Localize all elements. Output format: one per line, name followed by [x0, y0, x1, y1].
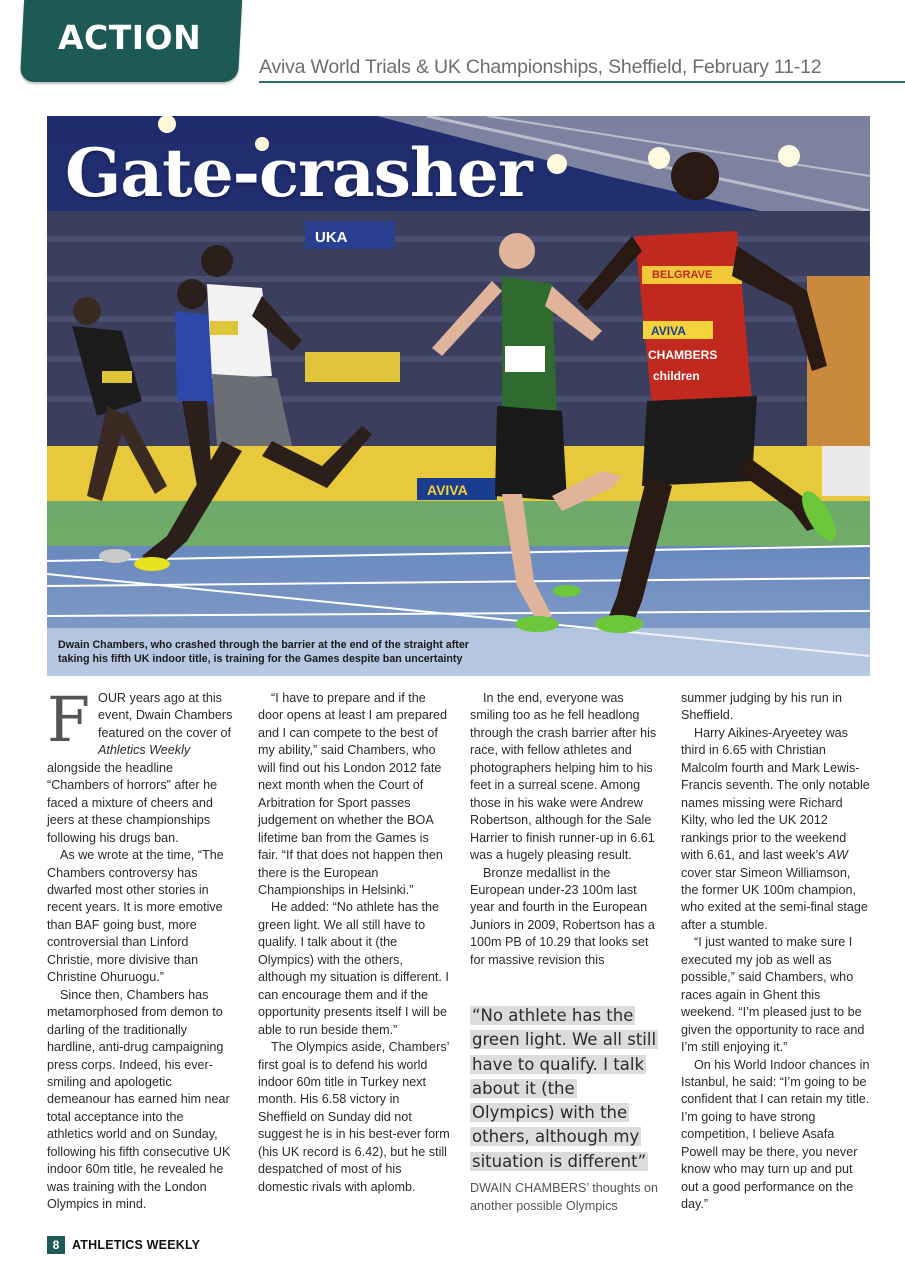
vest-charity: children [653, 369, 700, 383]
paragraph: He added: “No athlete has the green light. We all still have to qualify. I talk about it (the Olympics) with the others, although my situation is different. I can encourage them and if the opportunity presents itself I will be able to run beside them.” [258, 900, 449, 1037]
article-column-4 [681, 690, 871, 1214]
attribution-rest: ’ thoughts on another possible Olympics [470, 1181, 659, 1213]
article-column-3 [470, 690, 660, 969]
page-footer [47, 1236, 200, 1254]
text-run: cover star Simeon Williamson, the former UK 100m champion, who exited at the semi-final stage after a stumble. [681, 865, 868, 932]
pull-quote-text: “No athlete has the green light. We all still have to qualify. I talk about it (the Olympics) with the others, although my situation is different” [472, 1006, 657, 1171]
article-column-1 [47, 683, 233, 1214]
pull-quote-attribution [470, 1180, 662, 1215]
publication-name: ATHLETICS WEEKLY [72, 1238, 201, 1252]
text-run: Harry Aikines-Aryeetey was third in 6.65 with Christian Malcolm fourth and Mark Lewis-Francis seventh. The only notable names missing were Richard Kilty, who led the UK 2012 rankings prior to the weekend with 6.61, and last week’s [681, 725, 870, 863]
drop-cap: F [47, 683, 91, 756]
paragraph: In the end, everyone was smiling too as he fell headlong through the crash barrier after his race, with fellow athletes and photographers helping him to his feet in a surreal scene. Among those in his wake were Andrew Robertson, although for the Sale Harrier to finish runner-up in 6.61 was a hugely pleasing result. [470, 691, 657, 863]
vest-club: BELGRAVE [652, 269, 713, 281]
header-rule [259, 81, 905, 83]
paragraph [681, 725, 871, 934]
publication-reference: Athletics Weekly [98, 743, 191, 758]
photo-caption: Dwain Chambers, who crashed through the barrier at the end of the straight after taking his fifth UK indoor title, is training for the Games despite ban uncertainty [58, 639, 469, 665]
event-title: Aviva World Trials & UK Championships, Sheffield, February 11-12 [259, 56, 822, 78]
hero-photo [47, 116, 870, 676]
paragraph: “I just wanted to make sure I executed my job as well as possible,” said Chambers, who races again in Ghent this weekend. “I’m pleased just to be given the opportunity to race and I’m still enjoying it.” [681, 935, 865, 1055]
uka-banner: UKA [315, 229, 348, 246]
section-label: ACTION [58, 18, 202, 57]
paragraph: The Olympics aside, Chambers’ first goal is to defend his world indoor 60m title in Turkey next month. His 6.58 victory in Sheffield on Sunday did not suggest he is in his best-ever form (his UK record is 6.42), but he still despatched of most of his domestic rivals with aplomb. [258, 1040, 450, 1194]
paragraph: Bronze medallist in the European under-23 100m last year and fourth in the European Juniors in 2009, Robertson has a 100m PB of 10.29 that looks set for massive revision this [470, 865, 655, 967]
paragraph: Since then, Chambers has metamorphosed from demon to darling of the traditionally hardline, anti-drug campaigning press corps. Indeed, his ever-smiling and apologetic demeanour has earned him near total acceptance into the athletics world and on Sunday, following his fifth consecutive UK indoor 60m title, he revealed he was training with the London Olympics in mind. [47, 987, 231, 1212]
aviva-board: AVIVA [427, 482, 468, 498]
paragraph: “I have to prepare and if the door opens at least I am prepared and I can compete to the best of my ability,” said Chambers, who will find out his London 2012 fate next month when the Court of Arbitration for Sport passes judgement on whether the BOA lifetime ban from the Games is fair. “If that does not happen then there is the European Championships in Helsinki.” [258, 691, 448, 897]
text-run: OUR years ago at this event, Dwain Chambers featured on the cover of [98, 691, 233, 740]
text-run: alongside the headline “Chambers of horrors” after he faced a mixture of cheers and jeers at these championships following his drugs ban. [47, 760, 218, 845]
headline: Gate-crasher [65, 134, 532, 212]
paragraph: As we wrote at the time, “The Chambers controversy has dwarfed most other stories in recent years. It is more emotive than BAF going bust, more controversial than Linford Christie, more divisive than Christine Ohuruogu.” [47, 848, 224, 985]
paragraph: summer judging by his run in Sheffield. [681, 691, 842, 723]
publication-reference: AW [827, 848, 848, 863]
paragraph [47, 683, 233, 847]
vest-sponsor: AVIVA [651, 324, 686, 338]
attribution-name: DWAIN CHAMBERS [470, 1181, 587, 1195]
paragraph: On his World Indoor chances in Istanbul, he said: “I’m going to be confident that I can retain my title. I’m going to have strong competition, I believe Asafa Powell may be there, you never know who may turn up and put out a good performance on the day.” [681, 1057, 870, 1212]
pull-quote [470, 1004, 662, 1174]
article-column-2 [258, 690, 450, 1196]
vest-name: CHAMBERS [648, 348, 718, 362]
page-number: 8 [47, 1236, 65, 1254]
